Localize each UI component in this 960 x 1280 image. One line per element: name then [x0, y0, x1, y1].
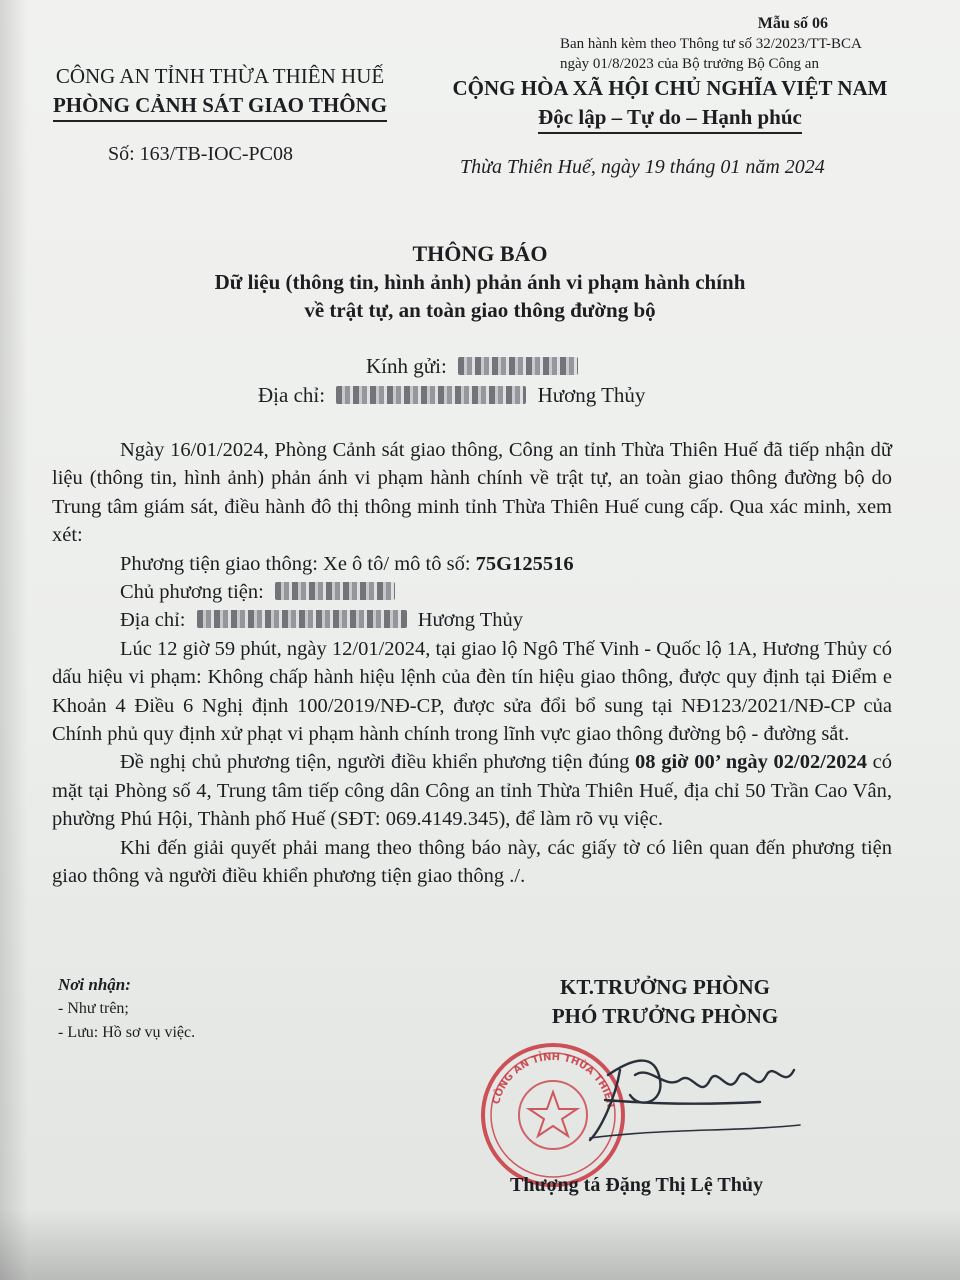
page-shade-left	[0, 0, 28, 1280]
agency-parent: CÔNG AN TỈNH THỪA THIÊN HUẾ	[55, 64, 385, 88]
para3-end: có mặt tại Phòng số 4, Trung tâm tiếp công dân Công an tỉnh Thừa Thiên Huế, địa chỉ 50 Trần Cao Vân, phường Phú Hội, Thành phố Huế (SĐT: 069.4149.345), để làm rõ vụ việc.	[52, 751, 893, 831]
redacted-recipient-name	[458, 357, 578, 375]
notice-subtitle-1: Dữ liệu (thông tin, hình ảnh) phản ánh vi phạm hành chính	[214, 270, 746, 294]
document-number: Số: 163/TB-IOC-PC08	[108, 143, 294, 165]
stamp-text: CÔNG AN TỈNH THỪA THIÊN	[491, 1051, 616, 1109]
redacted-owner-address	[197, 610, 407, 628]
signer-name: Thượng tá Đặng Thị Lệ Thủy	[510, 1174, 763, 1196]
body-paragraph-3	[52, 748, 892, 833]
form-line-2: ngày 01/8/2023 của Bộ trưởng Bộ Công an	[560, 56, 819, 72]
vehicle-plate: 75G125516	[475, 552, 574, 575]
handwritten-signature	[560, 1040, 820, 1150]
recipients-item: - Lưu: Hồ sơ vụ việc.	[58, 1024, 196, 1041]
notice-title-block	[120, 240, 840, 324]
notice-body	[52, 436, 892, 891]
agency-header	[20, 62, 420, 122]
recipient-label: Kính gửi:	[366, 354, 447, 378]
owner-label: Chủ phương tiện:	[120, 581, 264, 604]
recipient-block	[258, 352, 645, 410]
signature-title	[490, 973, 840, 1031]
form-title: Mẫu số 06	[757, 15, 828, 32]
body-paragraph-1: Ngày 16/01/2024, Phòng Cảnh sát giao thông, Công an tỉnh Thừa Thiên Huế đã tiếp nhận dữ liệu (thông tin, hình ảnh) phản ánh vi phạm hành chính về trật tự, an toàn giao thông đường bộ do Trung tâm giám sát, điều hành đô thị thông minh tỉnh Thừa Thiên Huế cung cấp. Qua xác minh, xem xét:	[52, 439, 892, 547]
form-reference	[560, 14, 860, 74]
vehicle-label: Phương tiện giao thông: Xe ô tô/ mô tô số:	[120, 552, 471, 575]
recipients-list	[58, 973, 195, 1045]
notice-title: THÔNG BÁO	[412, 241, 548, 266]
owner-address-visible: Hương Thủy	[417, 609, 524, 632]
page-shade-bottom	[0, 1210, 960, 1280]
nation-name: CỘNG HÒA XÃ HỘI CHỦ NGHĨA VIỆT NAM	[452, 76, 888, 100]
recipient-address-label: Địa chỉ:	[258, 383, 326, 407]
notice-subtitle-2: về trật tự, an toàn giao thông đường bộ	[304, 298, 656, 322]
recipients-label: Nơi nhận:	[58, 975, 131, 994]
redacted-recipient-address	[336, 386, 526, 404]
body-paragraph-2: Lúc 12 giờ 59 phút, ngày 12/01/2024, tại giao lộ Ngô Thế Vinh - Quốc lộ 1A, Hương Thủy có dấu hiệu vi phạm: Không chấp hành hiệu lệnh của đèn tín hiệu giao thông, được quy định tại Điểm e Khoản 4 Điều 6 Nghị định 100/2019/NĐ-CP, được sửa đổi bổ sung tại NĐ123/2021/NĐ-CP của Chính phủ quy định xử phạt vi phạm hành chính trong lĩnh vực giao thông đường bộ - đường sắt.	[52, 637, 892, 746]
para3-start: Đề nghị chủ phương tiện, người điều khiển phương tiện đúng	[120, 751, 630, 774]
nation-motto: Độc lập – Tự do – Hạnh phúc	[538, 103, 802, 134]
body-paragraph-4: Khi đến giải quyết phải mang theo thông báo này, các giấy tờ có liên quan đến phương tiện giao thông và người điều khiển phương tiện giao thông ./.	[52, 836, 892, 888]
signature-line-1: KT.TRƯỞNG PHÒNG	[560, 975, 770, 999]
signature-line-2: PHÓ TRƯỞNG PHÒNG	[551, 1004, 779, 1028]
recipient-address-visible: Hương Thủy	[537, 383, 646, 407]
redacted-owner-name	[275, 582, 395, 600]
recipients-item: - Như trên;	[58, 1000, 129, 1017]
form-line-1: Ban hành kèm theo Thông tư số 32/2023/TT-BCA	[560, 36, 862, 52]
owner-address-label: Địa chỉ:	[120, 609, 186, 632]
agency-name: PHÒNG CẢNH SÁT GIAO THÔNG	[53, 91, 387, 122]
national-header	[420, 74, 920, 134]
appointment-time: 08 giờ 00’ ngày 02/02/2024	[635, 751, 867, 774]
document-date: Thừa Thiên Huế, ngày 19 tháng 01 năm 2024	[460, 156, 825, 178]
